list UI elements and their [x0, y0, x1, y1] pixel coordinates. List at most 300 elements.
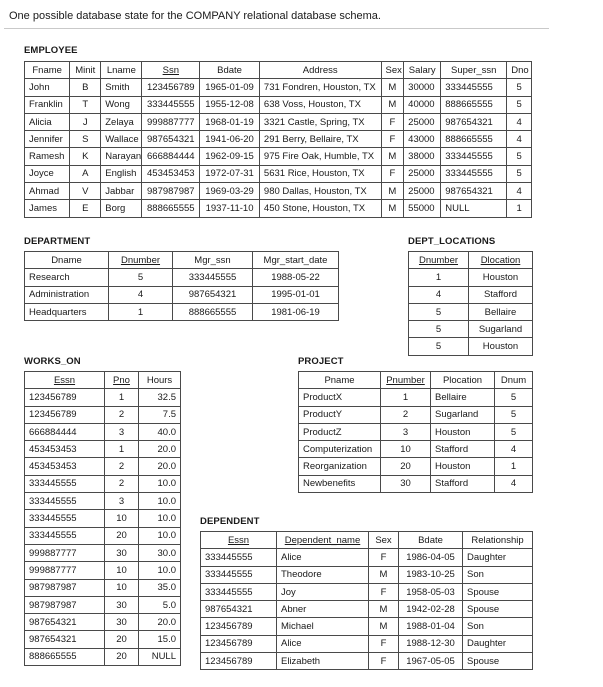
table-cell: M: [369, 601, 399, 618]
table-cell: 20: [105, 648, 139, 665]
table-cell: 4: [507, 131, 532, 148]
column-header: Mgr_ssn: [173, 252, 253, 269]
table-cell: 333445555: [201, 583, 277, 600]
table-cell: Jennifer: [25, 131, 70, 148]
table-cell: T: [70, 96, 101, 113]
table-row: [25, 200, 532, 217]
table-cell: 1: [381, 389, 431, 406]
table-cell: 1972-07-31: [200, 165, 260, 182]
table-cell: Headquarters: [25, 303, 109, 320]
table-row: [25, 303, 339, 320]
table-cell: 987654321: [173, 286, 253, 303]
table-cell: Alice: [277, 549, 369, 566]
table-cell: 10: [105, 579, 139, 596]
table-cell: 123456789: [201, 635, 277, 652]
column-header: Bdate: [399, 532, 463, 549]
table-cell: 5: [409, 338, 469, 355]
table-cell: E: [70, 200, 101, 217]
table-cell: Houston: [469, 269, 533, 286]
table-cell: Ahmad: [25, 183, 70, 200]
table-cell: John: [25, 79, 70, 96]
table-row: [25, 406, 181, 423]
table-row: [25, 441, 181, 458]
table-row: [25, 183, 532, 200]
table-cell: M: [381, 183, 404, 200]
column-header: Mgr_start_date: [253, 252, 339, 269]
table-cell: 987654321: [142, 131, 200, 148]
table-cell: NULL: [139, 648, 181, 665]
table-cell: 333445555: [201, 566, 277, 583]
table-row: [25, 614, 181, 631]
table-cell: 1955-12-08: [200, 96, 260, 113]
table-cell: 3321 Castle, Spring, TX: [259, 113, 381, 130]
table-cell: 20: [105, 631, 139, 648]
table-cell: Son: [463, 566, 533, 583]
table-cell: 32.5: [139, 389, 181, 406]
table-row: [25, 113, 532, 130]
employee-table-title: EMPLOYEE: [24, 45, 78, 56]
project-table-title: PROJECT: [298, 356, 344, 367]
column-header: Dnum: [495, 372, 533, 389]
table-row: [201, 635, 533, 652]
column-header: Essn: [201, 532, 277, 549]
table-cell: 123456789: [142, 79, 200, 96]
table-cell: Wallace: [101, 131, 142, 148]
table-cell: 333445555: [441, 148, 507, 165]
table-cell: 888665555: [441, 96, 507, 113]
table-cell: 123456789: [25, 389, 105, 406]
table-cell: 20.0: [139, 614, 181, 631]
table-cell: M: [381, 79, 404, 96]
table-cell: 638 Voss, Houston, TX: [259, 96, 381, 113]
table-cell: 1: [507, 200, 532, 217]
dependent-table-title: DEPENDENT: [200, 516, 260, 527]
table-cell: 999887777: [25, 544, 105, 561]
table-cell: 1: [105, 441, 139, 458]
column-header: Address: [259, 62, 381, 79]
table-cell: Sugarland: [431, 406, 495, 423]
column-header: Dlocation: [469, 252, 533, 269]
caption-divider: [4, 28, 549, 29]
table-cell: Franklin: [25, 96, 70, 113]
table-cell: Joyce: [25, 165, 70, 182]
table-cell: 333445555: [25, 475, 105, 492]
table-cell: Smith: [101, 79, 142, 96]
table-cell: 987654321: [201, 601, 277, 618]
table-cell: 3: [381, 423, 431, 440]
table-cell: 1: [105, 389, 139, 406]
table-cell: Spouse: [463, 583, 533, 600]
table-row: [201, 549, 533, 566]
table-cell: Elizabeth: [277, 653, 369, 670]
table-cell: NULL: [441, 200, 507, 217]
employee-table: [24, 61, 532, 218]
table-cell: 1981-06-19: [253, 303, 339, 320]
table-cell: Houston: [431, 423, 495, 440]
table-cell: 1: [109, 303, 173, 320]
table-cell: 450 Stone, Houston, TX: [259, 200, 381, 217]
table-cell: 10: [105, 510, 139, 527]
column-header: Dname: [25, 252, 109, 269]
column-header: Dependent_name: [277, 532, 369, 549]
table-cell: 40000: [404, 96, 441, 113]
figure-caption: One possible database state for the COMPANY relational database schema.: [9, 10, 381, 22]
table-cell: 666884444: [25, 423, 105, 440]
table-cell: Stafford: [431, 475, 495, 492]
table-row: [409, 303, 533, 320]
table-cell: F: [381, 113, 404, 130]
department-table: [24, 251, 339, 321]
table-cell: Spouse: [463, 601, 533, 618]
table-cell: 4: [409, 286, 469, 303]
table-cell: 1941-06-20: [200, 131, 260, 148]
table-cell: 10.0: [139, 475, 181, 492]
table-cell: M: [381, 148, 404, 165]
table-row: [299, 441, 533, 458]
table-row: [299, 475, 533, 492]
table-cell: Stafford: [469, 286, 533, 303]
table-cell: 987654321: [25, 614, 105, 631]
table-cell: Alice: [277, 635, 369, 652]
column-header: Fname: [25, 62, 70, 79]
table-cell: 666884444: [142, 148, 200, 165]
table-cell: K: [70, 148, 101, 165]
table-cell: 25000: [404, 165, 441, 182]
table-cell: Son: [463, 618, 533, 635]
table-cell: Borg: [101, 200, 142, 217]
table-cell: 333445555: [142, 96, 200, 113]
table-cell: 20: [381, 458, 431, 475]
table-row: [25, 148, 532, 165]
table-row: [299, 389, 533, 406]
table-cell: 333445555: [173, 269, 253, 286]
table-cell: 5631 Rice, Houston, TX: [259, 165, 381, 182]
table-cell: 731 Fondren, Houston, TX: [259, 79, 381, 96]
table-row: [201, 566, 533, 583]
table-row: [25, 493, 181, 510]
table-cell: ProductZ: [299, 423, 381, 440]
table-cell: 333445555: [441, 79, 507, 96]
dependent-table: [200, 531, 533, 670]
dept-locations-table-title: DEPT_LOCATIONS: [408, 236, 496, 247]
column-header: Plocation: [431, 372, 495, 389]
table-cell: 453453453: [142, 165, 200, 182]
table-cell: 987654321: [441, 183, 507, 200]
table-cell: 38000: [404, 148, 441, 165]
table-cell: ProductY: [299, 406, 381, 423]
column-header: Salary: [404, 62, 441, 79]
table-cell: 10.0: [139, 562, 181, 579]
table-cell: F: [369, 653, 399, 670]
table-cell: 4: [495, 475, 533, 492]
header-row: [25, 62, 532, 79]
table-cell: F: [381, 165, 404, 182]
table-cell: 291 Berry, Bellaire, TX: [259, 131, 381, 148]
department-table-title: DEPARTMENT: [24, 236, 91, 247]
table-cell: 5: [507, 165, 532, 182]
table-cell: 1965-01-09: [200, 79, 260, 96]
table-row: [25, 648, 181, 665]
table-cell: Spouse: [463, 653, 533, 670]
table-cell: 1995-01-01: [253, 286, 339, 303]
header-row: [409, 252, 533, 269]
table-cell: 10: [381, 441, 431, 458]
table-cell: 5: [409, 321, 469, 338]
table-cell: 5: [409, 303, 469, 320]
table-cell: 888665555: [142, 200, 200, 217]
table-row: [299, 406, 533, 423]
table-row: [25, 458, 181, 475]
header-row: [299, 372, 533, 389]
table-row: [409, 269, 533, 286]
table-cell: 453453453: [25, 441, 105, 458]
table-cell: Ramesh: [25, 148, 70, 165]
table-cell: J: [70, 113, 101, 130]
column-header: Pnumber: [381, 372, 431, 389]
table-row: [25, 510, 181, 527]
table-row: [25, 544, 181, 561]
table-cell: 1967-05-05: [399, 653, 463, 670]
table-cell: 1: [409, 269, 469, 286]
table-cell: 10: [105, 562, 139, 579]
table-cell: 1988-05-22: [253, 269, 339, 286]
table-cell: A: [70, 165, 101, 182]
table-cell: F: [369, 583, 399, 600]
table-cell: S: [70, 131, 101, 148]
column-header: Ssn: [142, 62, 200, 79]
header-row: [201, 532, 533, 549]
table-cell: 333445555: [25, 493, 105, 510]
column-header: Pno: [105, 372, 139, 389]
table-row: [299, 423, 533, 440]
table-cell: M: [369, 618, 399, 635]
table-cell: 4: [109, 286, 173, 303]
table-cell: Computerization: [299, 441, 381, 458]
table-cell: Bellaire: [469, 303, 533, 320]
column-header: Essn: [25, 372, 105, 389]
table-row: [25, 423, 181, 440]
column-header: Lname: [101, 62, 142, 79]
table-cell: 5: [507, 79, 532, 96]
table-cell: Research: [25, 269, 109, 286]
table-row: [25, 286, 339, 303]
table-cell: 5: [109, 269, 173, 286]
table-cell: Administration: [25, 286, 109, 303]
column-header: Sex: [369, 532, 399, 549]
table-cell: 4: [507, 183, 532, 200]
table-cell: 980 Dallas, Houston, TX: [259, 183, 381, 200]
table-cell: 5: [495, 389, 533, 406]
table-cell: 30.0: [139, 544, 181, 561]
table-cell: 987654321: [441, 113, 507, 130]
table-row: [299, 458, 533, 475]
column-header: Super_ssn: [441, 62, 507, 79]
table-cell: F: [369, 549, 399, 566]
table-cell: 30: [105, 596, 139, 613]
table-cell: M: [381, 96, 404, 113]
table-cell: 10.0: [139, 510, 181, 527]
table-cell: 1962-09-15: [200, 148, 260, 165]
table-cell: 888665555: [173, 303, 253, 320]
table-cell: English: [101, 165, 142, 182]
table-cell: 20.0: [139, 441, 181, 458]
table-row: [25, 269, 339, 286]
table-cell: 1986-04-05: [399, 549, 463, 566]
table-cell: Reorganization: [299, 458, 381, 475]
table-cell: F: [369, 635, 399, 652]
table-cell: Sugarland: [469, 321, 533, 338]
table-cell: 987987987: [25, 596, 105, 613]
table-cell: Newbenefits: [299, 475, 381, 492]
table-cell: 123456789: [25, 406, 105, 423]
table-row: [409, 286, 533, 303]
table-cell: Joy: [277, 583, 369, 600]
table-row: [409, 321, 533, 338]
table-cell: 987987987: [142, 183, 200, 200]
table-cell: 453453453: [25, 458, 105, 475]
column-header: Sex: [381, 62, 404, 79]
column-header: Hours: [139, 372, 181, 389]
table-cell: Daughter: [463, 635, 533, 652]
column-header: Pname: [299, 372, 381, 389]
table-row: [25, 562, 181, 579]
table-row: [201, 583, 533, 600]
table-cell: 1988-12-30: [399, 635, 463, 652]
table-row: [25, 527, 181, 544]
table-cell: 30: [381, 475, 431, 492]
table-row: [25, 131, 532, 148]
table-cell: 1969-03-29: [200, 183, 260, 200]
table-cell: 975 Fire Oak, Humble, TX: [259, 148, 381, 165]
table-row: [25, 596, 181, 613]
table-row: [25, 475, 181, 492]
table-cell: 4: [507, 113, 532, 130]
table-cell: Theodore: [277, 566, 369, 583]
table-cell: Stafford: [431, 441, 495, 458]
table-cell: 3: [105, 493, 139, 510]
table-row: [25, 79, 532, 96]
table-cell: Daughter: [463, 549, 533, 566]
header-row: [25, 372, 181, 389]
table-cell: 30000: [404, 79, 441, 96]
table-cell: 1968-01-19: [200, 113, 260, 130]
table-cell: 1942-02-28: [399, 601, 463, 618]
table-cell: Narayan: [101, 148, 142, 165]
table-cell: 7.5: [139, 406, 181, 423]
table-cell: 2: [105, 406, 139, 423]
table-row: [25, 389, 181, 406]
table-cell: 123456789: [201, 653, 277, 670]
table-cell: 4: [495, 441, 533, 458]
column-header: Dnumber: [109, 252, 173, 269]
dept-locations-table: [408, 251, 533, 356]
table-row: [25, 165, 532, 182]
table-cell: 25000: [404, 183, 441, 200]
table-cell: B: [70, 79, 101, 96]
table-cell: Jabbar: [101, 183, 142, 200]
works-on-table-title: WORKS_ON: [24, 356, 81, 367]
table-cell: 20.0: [139, 458, 181, 475]
table-cell: 5: [507, 148, 532, 165]
table-cell: 2: [105, 458, 139, 475]
table-row: [201, 601, 533, 618]
table-cell: 3: [105, 423, 139, 440]
table-cell: 15.0: [139, 631, 181, 648]
table-row: [409, 338, 533, 355]
table-cell: Michael: [277, 618, 369, 635]
column-header: Dno: [507, 62, 532, 79]
table-cell: Wong: [101, 96, 142, 113]
table-cell: 333445555: [25, 510, 105, 527]
table-cell: 1958-05-03: [399, 583, 463, 600]
table-cell: 5: [495, 423, 533, 440]
table-cell: 2: [381, 406, 431, 423]
table-row: [25, 96, 532, 113]
table-cell: 123456789: [201, 618, 277, 635]
table-cell: 20: [105, 527, 139, 544]
table-cell: 10.0: [139, 527, 181, 544]
table-cell: ProductX: [299, 389, 381, 406]
table-row: [25, 631, 181, 648]
table-cell: 55000: [404, 200, 441, 217]
table-cell: 30: [105, 614, 139, 631]
table-cell: 5: [495, 406, 533, 423]
header-row: [25, 252, 339, 269]
table-cell: 5: [507, 96, 532, 113]
table-cell: 888665555: [25, 648, 105, 665]
table-cell: 333445555: [201, 549, 277, 566]
table-cell: 333445555: [25, 527, 105, 544]
table-cell: 43000: [404, 131, 441, 148]
table-cell: 30: [105, 544, 139, 561]
table-cell: 999887777: [25, 562, 105, 579]
project-table: [298, 371, 533, 493]
column-header: Relationship: [463, 532, 533, 549]
table-cell: Houston: [469, 338, 533, 355]
table-cell: 1937-11-10: [200, 200, 260, 217]
column-header: Bdate: [200, 62, 260, 79]
table-cell: 333445555: [441, 165, 507, 182]
table-cell: Bellaire: [431, 389, 495, 406]
table-cell: 888665555: [441, 131, 507, 148]
table-cell: Zelaya: [101, 113, 142, 130]
table-cell: James: [25, 200, 70, 217]
table-row: [201, 618, 533, 635]
table-cell: 1988-01-04: [399, 618, 463, 635]
table-cell: 1: [495, 458, 533, 475]
table-cell: F: [381, 131, 404, 148]
column-header: Dnumber: [409, 252, 469, 269]
table-cell: M: [369, 566, 399, 583]
table-cell: 25000: [404, 113, 441, 130]
table-cell: V: [70, 183, 101, 200]
works-on-table: [24, 371, 181, 666]
table-cell: Houston: [431, 458, 495, 475]
table-cell: 10.0: [139, 493, 181, 510]
table-cell: Alicia: [25, 113, 70, 130]
table-cell: 987654321: [25, 631, 105, 648]
table-cell: 2: [105, 475, 139, 492]
table-row: [25, 579, 181, 596]
table-cell: 999887777: [142, 113, 200, 130]
table-cell: 35.0: [139, 579, 181, 596]
column-header: Minit: [70, 62, 101, 79]
table-cell: 987987987: [25, 579, 105, 596]
table-row: [201, 653, 533, 670]
table-cell: Abner: [277, 601, 369, 618]
table-cell: M: [381, 200, 404, 217]
table-cell: 5.0: [139, 596, 181, 613]
